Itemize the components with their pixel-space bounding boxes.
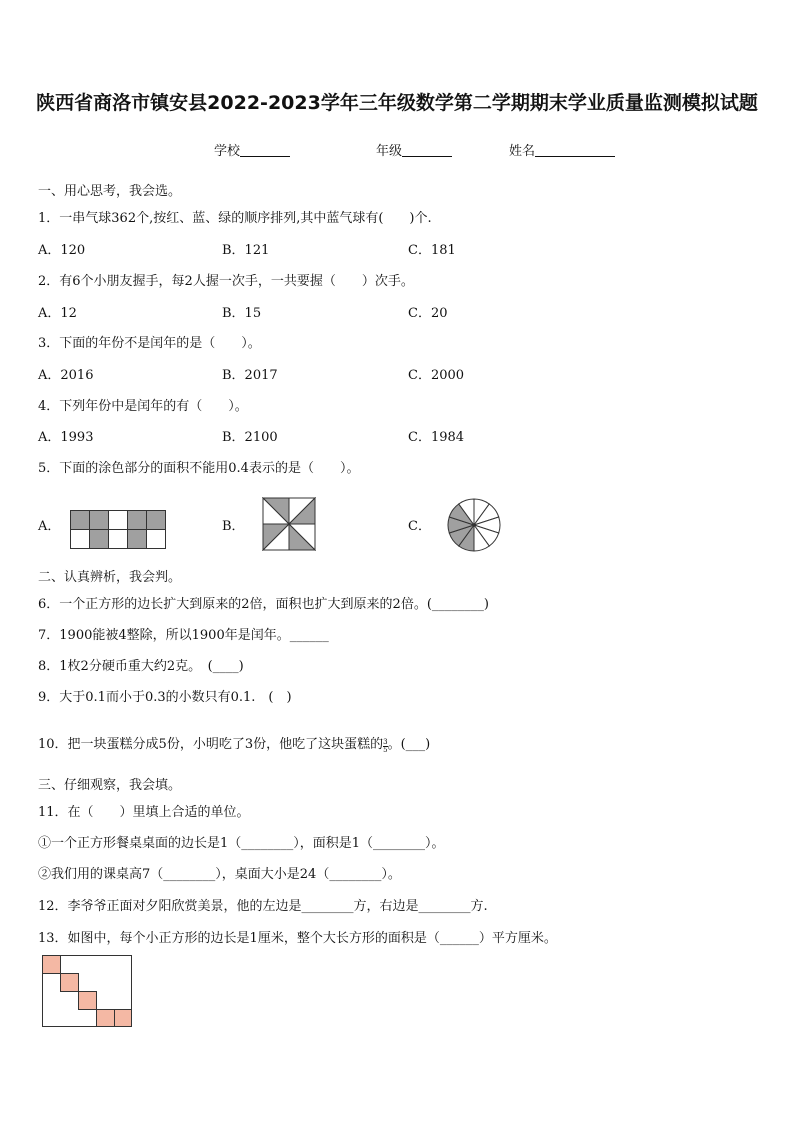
question-4: 4．下列年份中是闰年的有（ ）。 <box>38 399 248 414</box>
school-label: 学校 <box>214 144 241 159</box>
question-9: 9．大于0.1而小于0.3的小数只有0.1. ( ) <box>38 690 292 705</box>
q5-figure-circle <box>446 497 502 553</box>
q2-option-b: B．15 <box>222 306 262 321</box>
q3-option-c: C．2000 <box>408 368 465 383</box>
q13-small-square <box>115 1010 132 1027</box>
question-11-line-2: ②我们用的课桌高7（________），桌面大小是24（________）。 <box>38 867 401 882</box>
question-13: 13．如图中，每个小正方形的边长是1厘米，整个大长方形的面积是（______）平方厘米。 <box>38 931 557 946</box>
q13-small-square <box>79 992 97 1010</box>
grade-label: 年级 <box>376 144 403 159</box>
school-field <box>214 140 290 159</box>
q5-figure-square <box>262 497 316 551</box>
q5-option-b: B． <box>222 519 245 534</box>
question-1: 1．一串气球362个,按红、蓝、绿的顺序排列,其中蓝气球有( )个. <box>38 211 432 226</box>
q5-option-a: A． <box>38 519 61 534</box>
question-10 <box>38 733 430 754</box>
grid-cell-shaded <box>71 511 90 530</box>
q1-option-c: C．181 <box>408 243 456 258</box>
q2-option-a: A．12 <box>38 306 77 321</box>
q4-option-b: B．2100 <box>222 430 278 445</box>
q4-option-a: A．1993 <box>38 430 94 445</box>
page-title: 陕西省商洛市镇安县2022-2023学年三年级数学第二学期期末学业质量监测模拟试题 <box>36 92 758 114</box>
q13-figure <box>42 955 134 1029</box>
question-5: 5．下面的涂色部分的面积不能用0.4表示的是（ ）。 <box>38 461 360 476</box>
grid-cell-shaded <box>128 511 147 530</box>
grid-cell-shaded <box>90 530 109 549</box>
q13-small-square <box>61 974 79 992</box>
section-2-heading: 二、认真辨析，我会判。 <box>38 570 182 585</box>
q1-option-b: B．121 <box>222 243 270 258</box>
question-8: 8．1枚2分硬币重大约2克。 (____) <box>38 659 244 674</box>
grid-cell-shaded <box>90 511 109 530</box>
school-blank <box>240 143 290 157</box>
question-6: 6．一个正方形的边长扩大到原来的2倍，面积也扩大到原来的2倍。(________) <box>38 597 489 612</box>
question-7: 7．1900能被4整除，所以1900年是闰年。______ <box>38 628 329 643</box>
question-11: 11．在（ ）里填上合适的单位。 <box>38 805 250 820</box>
grid-cell-shaded <box>128 530 147 549</box>
q4-option-c: C．1984 <box>408 430 465 445</box>
q3-option-b: B．2017 <box>222 368 278 383</box>
q1-option-a: A．120 <box>38 243 86 258</box>
grid-cell-shaded <box>147 511 166 530</box>
question-3: 3．下面的年份不是闰年的是（ ）。 <box>38 336 261 351</box>
q2-option-c: C．20 <box>408 306 448 321</box>
q13-small-square <box>97 1010 115 1027</box>
name-blank <box>535 143 615 157</box>
grid-cell <box>147 530 166 549</box>
grid-cell <box>71 530 90 549</box>
question-12: 12．李爷爷正面对夕阳欣赏美景，他的左边是________方，右边是________方. <box>38 899 488 914</box>
q10-fraction-numerator: 3 <box>383 738 388 746</box>
q10-fraction-denominator: 5 <box>383 746 388 754</box>
section-3-heading: 三、仔细观察，我会填。 <box>38 778 182 793</box>
q3-option-a: A．2016 <box>38 368 94 383</box>
name-label: 姓名 <box>509 144 536 159</box>
grid-cell <box>109 530 128 549</box>
name-field <box>509 140 615 159</box>
grid-cell <box>109 511 128 530</box>
grade-field <box>376 140 452 159</box>
question-2: 2．有6个小朋友握手，每2人握一次手，一共要握（ ）次手。 <box>38 274 414 289</box>
q5-figure-grid <box>70 510 166 550</box>
section-1-heading: 一、用心思考，我会选。 <box>38 184 182 199</box>
q5-option-c: C． <box>408 519 431 534</box>
grade-blank <box>402 143 452 157</box>
q10-text-end: 。(___) <box>387 737 431 752</box>
q13-small-square <box>43 956 61 974</box>
q10-text: 10．把一块蛋糕分成5份，小明吃了3份，他吃了这块蛋糕的 <box>38 737 384 752</box>
question-11-line-1: ①一个正方形餐桌桌面的边长是1（________），面积是1（________）。 <box>38 836 445 851</box>
